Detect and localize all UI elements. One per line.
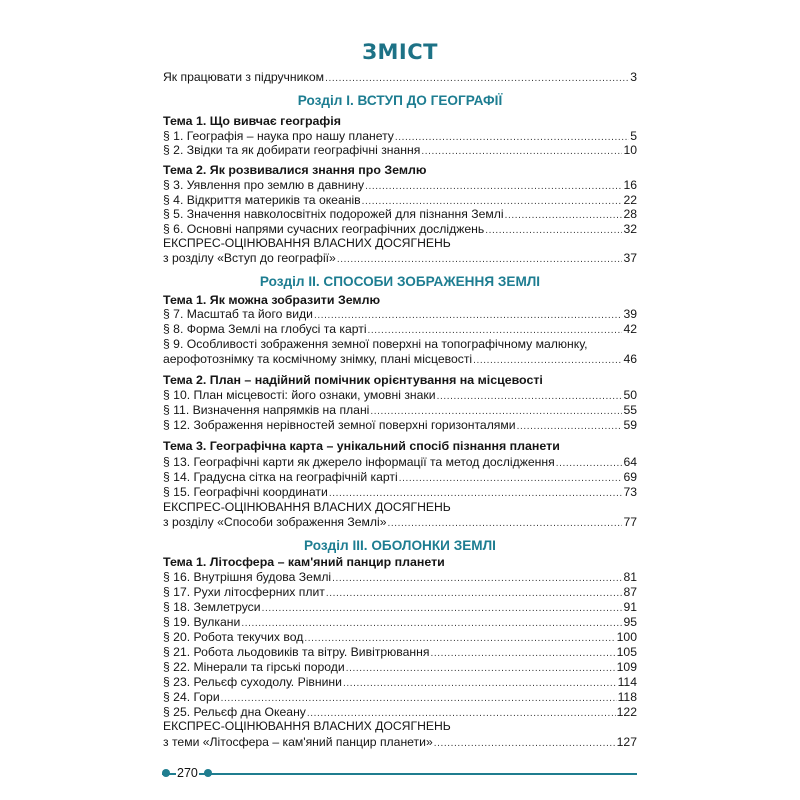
section-heading: Розділ III. ОБОЛОНКИ ЗЕМЛІ — [304, 538, 496, 553]
dot-leader — [437, 389, 623, 404]
entry-text: § 11. Визначення напрямків на плані — [163, 403, 370, 417]
entry-text: § 20. Робота текучих вод — [163, 630, 304, 644]
toc-entry-intro[interactable] — [163, 70, 637, 85]
toc-entry[interactable] — [163, 570, 637, 585]
toc-entry[interactable] — [163, 178, 637, 193]
dot-leader — [325, 71, 629, 86]
dot-leader — [365, 179, 622, 194]
entry-text: § 18. Землетруси — [163, 600, 261, 614]
toc-entry[interactable] — [163, 388, 637, 403]
dot-leader — [399, 471, 623, 486]
entry-text: § 19. Вулкани — [163, 615, 241, 629]
toc-entry[interactable] — [163, 630, 637, 645]
toc-entry[interactable] — [163, 455, 637, 470]
dot-leader — [262, 601, 623, 616]
entry-page: 37 — [623, 251, 637, 265]
footer-rule — [162, 773, 637, 775]
entry-text: § 2. Звідки та як добирати географічні знання — [163, 143, 421, 157]
entry-page: 10 — [623, 143, 637, 157]
entry-page: 28 — [623, 207, 637, 221]
dot-leader — [421, 144, 622, 159]
assessment-title: ЕКСПРЕС-ОЦІНЮВАННЯ ВЛАСНИХ ДОСЯГНЕНЬ — [163, 236, 451, 250]
page-title: ЗМІСТ — [362, 40, 438, 64]
dot-leader — [517, 419, 623, 434]
toc-entry[interactable] — [163, 307, 637, 322]
dot-leader — [370, 404, 622, 419]
toc-entry[interactable] — [163, 600, 637, 615]
entry-page: 105 — [616, 645, 637, 659]
entry-page: 50 — [623, 388, 637, 402]
toc-entry[interactable] — [163, 222, 637, 237]
dot-leader — [241, 616, 622, 631]
footer-dot-icon — [204, 769, 212, 777]
dot-leader — [332, 571, 622, 586]
entry-page: 91 — [623, 600, 637, 614]
section-heading: Розділ II. СПОСОБИ ЗОБРАЖЕННЯ ЗЕМЛІ — [259, 274, 541, 289]
entry-page: 81 — [623, 570, 637, 584]
entry-text: Як працювати з підручником — [163, 70, 325, 84]
entry-page: 69 — [623, 470, 637, 484]
toc-entry[interactable] — [163, 660, 637, 675]
dot-leader — [337, 252, 623, 267]
dot-leader — [346, 661, 616, 676]
dot-leader — [368, 323, 623, 338]
assessment-title: ЕКСПРЕС-ОЦІНЮВАННЯ ВЛАСНИХ ДОСЯГНЕНЬ — [163, 500, 451, 514]
toc-entry[interactable] — [163, 418, 637, 433]
entry-text: з розділу «Способи зображення Землі» — [163, 515, 387, 529]
entry-text: § 7. Масштаб та його види — [163, 307, 313, 321]
entry-page: 22 — [623, 193, 637, 207]
entry-text: § 15. Географічні координати — [163, 485, 328, 499]
topic-heading: Тема 1. Літосфера – кам'яний панцир планети — [163, 555, 445, 569]
topic-heading: Тема 2. Як розвивалися знання про Землю — [163, 163, 427, 177]
entry-page: 73 — [623, 485, 637, 499]
entry-text: § 14. Градусна сітка на географічній карті — [163, 470, 398, 484]
toc-entry-assessment[interactable] — [163, 735, 637, 750]
dot-leader — [473, 353, 622, 368]
entry-page: 95 — [623, 615, 637, 629]
dot-leader — [329, 486, 623, 501]
dot-leader — [485, 223, 622, 238]
entry-page: 55 — [623, 403, 637, 417]
entry-page: 39 — [623, 307, 637, 321]
toc-entry[interactable] — [163, 143, 637, 158]
entry-page: 3 — [630, 70, 637, 84]
entry-text: § 12. Зображення нерівностей земної поверхні горизонталями — [163, 418, 516, 432]
dot-leader — [556, 456, 623, 471]
entry-text: § 23. Рельєф суходолу. Рівнини — [163, 675, 342, 689]
topic-heading: Тема 1. Що вивчає географія — [163, 114, 341, 128]
page-footer — [162, 767, 637, 779]
entry-page: 77 — [623, 515, 637, 529]
entry-text: з розділу «Вступ до географії» — [163, 251, 336, 265]
dot-leader — [434, 736, 616, 751]
toc-entry[interactable] — [163, 129, 637, 144]
entry-page: 5 — [630, 129, 637, 143]
toc-entry[interactable] — [163, 615, 637, 630]
entry-text: § 24. Гори — [163, 690, 220, 704]
toc-entry[interactable] — [163, 193, 637, 208]
entry-page: 32 — [623, 222, 637, 236]
toc-entry[interactable] — [163, 485, 637, 500]
entry-text: § 17. Рухи літосферних плит — [163, 585, 325, 599]
toc-entry[interactable] — [163, 352, 637, 367]
entry-text: § 6. Основні напрями сучасних географічних досліджень — [163, 222, 485, 236]
entry-text: з теми «Літосфера – кам'яний панцир планети» — [163, 735, 433, 749]
toc-entry[interactable] — [163, 207, 637, 222]
dot-leader — [430, 646, 615, 661]
entry-text: § 10. План місцевості: його ознаки, умовні знаки — [163, 388, 436, 402]
entry-page: 109 — [616, 660, 637, 674]
topic-heading: Тема 2. План – надійний помічник орієнтування на місцевості — [163, 373, 543, 387]
footer-dot-icon — [162, 769, 170, 777]
toc-entry[interactable] — [163, 705, 637, 720]
dot-leader — [388, 516, 623, 531]
toc-entry[interactable] — [163, 690, 637, 705]
entry-text: § 22. Мінерали та гірські породи — [163, 660, 345, 674]
entry-text: § 4. Відкриття материків та океанів — [163, 193, 361, 207]
entry-text: § 13. Географічні карти як джерело інформації та метод дослідження — [163, 455, 555, 469]
entry-page: 100 — [616, 630, 637, 644]
entry-page: 118 — [617, 690, 637, 704]
dot-leader — [505, 208, 623, 223]
toc-entry-assessment[interactable] — [163, 251, 637, 266]
entry-page: 42 — [623, 322, 637, 336]
toc-entry[interactable] — [163, 322, 637, 337]
dot-leader — [326, 586, 623, 601]
entry-page: 46 — [623, 352, 637, 366]
entry-page: 16 — [623, 178, 637, 192]
entry-page: 127 — [616, 735, 637, 749]
dot-leader — [314, 308, 622, 323]
entry-text: § 21. Робота льодовиків та вітру. Вивітрювання — [163, 645, 430, 659]
section-heading: Розділ I. ВСТУП ДО ГЕОГРАФІЇ — [297, 93, 503, 108]
entry-page: 114 — [617, 675, 637, 689]
entry-text: § 16. Внутрішня будова Землі — [163, 570, 332, 584]
entry-text: § 8. Форма Землі на глобусі та карті — [163, 322, 367, 336]
entry-text: § 1. Географія – наука про нашу планету — [163, 129, 394, 143]
entry-text: § 3. Уявлення про землю в давнину — [163, 178, 365, 192]
toc-entry[interactable] — [163, 675, 637, 690]
topic-heading: Тема 3. Географічна карта – унікальний спосіб пізнання планети — [163, 439, 560, 453]
dot-leader — [221, 691, 617, 706]
entry-text: § 25. Рельєф дна Океану — [163, 705, 306, 719]
entry-page: 87 — [623, 585, 637, 599]
toc-entry[interactable] — [163, 645, 637, 660]
toc-entry-assessment[interactable] — [163, 515, 637, 530]
toc-entry[interactable] — [163, 403, 637, 418]
dot-leader — [343, 676, 617, 691]
entry-text: § 5. Значення навколосвітніх подорожей для пізнання Землі — [163, 207, 504, 221]
entry-text-line1: § 9. Особливості зображення земної поверхні на топографічному малюнку, — [163, 337, 588, 351]
toc-entry[interactable] — [163, 585, 637, 600]
entry-text: аерофотознімку та космічному знімку, плані місцевості — [163, 352, 473, 366]
topic-heading: Тема 1. Як можна зобразити Землю — [163, 293, 381, 307]
assessment-title: ЕКСПРЕС-ОЦІНЮВАННЯ ВЛАСНИХ ДОСЯГНЕНЬ — [163, 719, 451, 733]
entry-page: 64 — [623, 455, 637, 469]
dot-leader — [304, 631, 615, 646]
entry-page: 122 — [616, 705, 637, 719]
entry-page: 59 — [623, 418, 637, 432]
toc-entry[interactable] — [163, 470, 637, 485]
page-number: 270 — [177, 766, 198, 780]
